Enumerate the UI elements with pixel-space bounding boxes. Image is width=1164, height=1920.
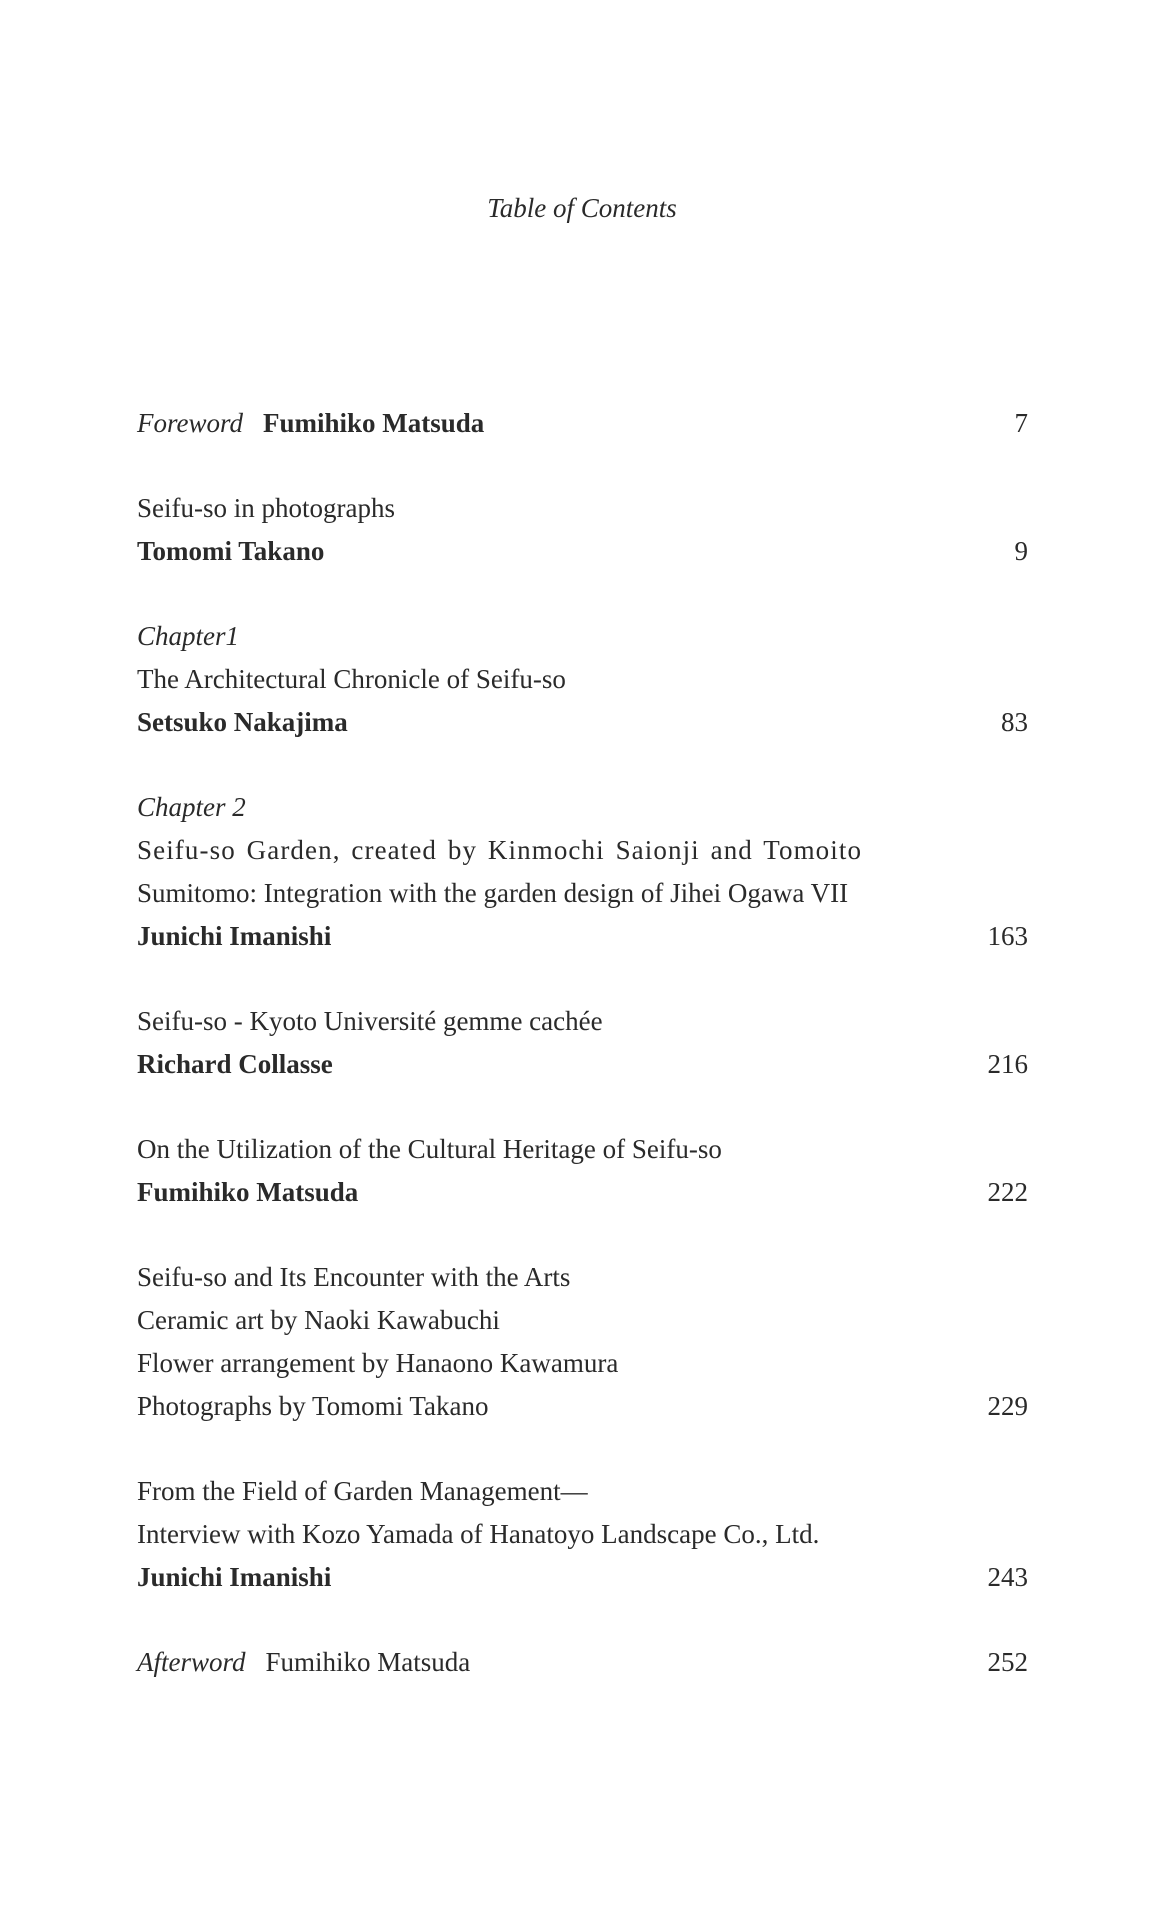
chapter-label: Chapter 2 [137,792,246,822]
page-number: 229 [987,1391,1028,1421]
page-number: 243 [987,1562,1028,1592]
chapter-label: Chapter1 [137,621,240,651]
page-number: 7 [1014,408,1028,438]
toc-entry-chapter-1 [137,615,1028,744]
entry-title-line: Seifu-so and Its Encounter with the Arts [137,1262,571,1292]
toc-line [137,1043,1028,1086]
author-name: Junichi Imanishi [137,1562,332,1592]
entry-title-line: Sumitomo: Integration with the garden design of Jihei Ogawa VII [137,878,849,908]
author-name: Junichi Imanishi [137,921,332,951]
toc-line [137,1641,1028,1684]
toc-line [137,402,1028,445]
page-number: 222 [987,1177,1028,1207]
section-label: Foreword [137,408,243,438]
author-name: Fumihiko Matsuda [137,1177,359,1207]
entry-title-line: From the Field of Garden Management— [137,1476,588,1506]
toc-entry-chapter-2 [137,786,1028,958]
toc-entry-arts [137,1256,1028,1428]
entry-title-line: Seifu-so in photographs [137,493,395,523]
entry-title-line: On the Utilization of the Cultural Heritage of Seifu-so [137,1134,722,1164]
author-name: Tomomi Takano [137,536,325,566]
page-title: Table of Contents [487,193,677,223]
author-name: Fumihiko Matsuda [265,1647,471,1677]
toc-line [137,1171,1028,1214]
section-label: Afterword [137,1647,246,1677]
toc-entry-foreword [137,402,1028,445]
entry-title-line: Interview with Kozo Yamada of Hanatoyo Landscape Co., Ltd. [137,1519,820,1549]
toc-line [137,1556,1028,1599]
page-number: 9 [1014,536,1028,566]
author-name: Fumihiko Matsuda [263,408,485,438]
entry-title-line: Ceramic art by Naoki Kawabuchi [137,1305,500,1335]
toc-entry-cultural-heritage [137,1128,1028,1214]
table-of-contents [137,402,1028,1726]
author-name: Setsuko Nakajima [137,707,348,737]
entry-title-line: The Architectural Chronicle of Seifu-so [137,664,566,694]
page-number: 216 [987,1049,1028,1079]
toc-entry-photographs [137,487,1028,573]
toc-line [137,701,1028,744]
toc-entry-garden-management [137,1470,1028,1599]
entry-title-line: Photographs by Tomomi Takano [137,1391,489,1421]
toc-line [137,915,1028,958]
page-number: 252 [987,1647,1028,1677]
toc-line [137,530,1028,573]
page-number: 163 [987,921,1028,951]
toc-entry-afterword [137,1641,1028,1684]
entry-title-line: Flower arrangement by Hanaono Kawamura [137,1348,619,1378]
entry-title-line: Seifu-so - Kyoto Université gemme cachée [137,1006,603,1036]
entry-title-line: Seifu-so Garden, created by Kinmochi Saionji and Tomoito [137,835,863,865]
author-name: Richard Collasse [137,1049,333,1079]
toc-line [137,1385,1028,1428]
page-number: 83 [1001,707,1028,737]
toc-entry-kyoto-universite [137,1000,1028,1086]
